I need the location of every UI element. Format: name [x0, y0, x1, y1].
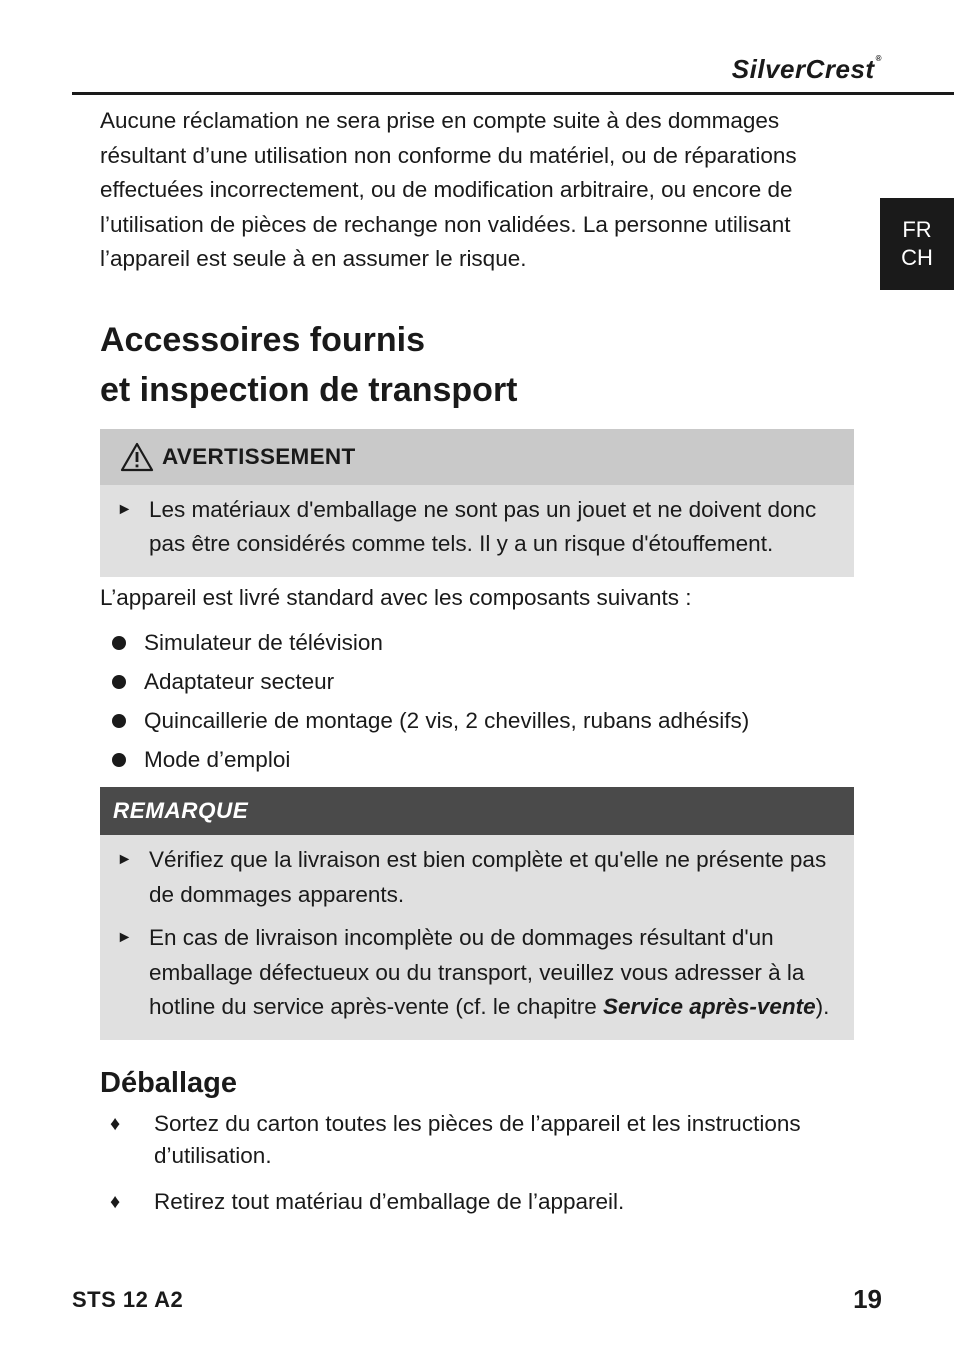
note-label: REMARQUE [113, 798, 249, 823]
list-item [100, 701, 854, 740]
component-label: Mode d’emploi [144, 747, 291, 772]
warning-item [100, 493, 834, 562]
header-rule [72, 92, 954, 95]
section-title-line2: et inspection de transport [100, 370, 518, 409]
note-text: Vérifiez que la livraison est bien complète et qu'elle ne présente pas de dommages apparents. [149, 847, 827, 907]
warning-label: AVERTISSEMENT [162, 443, 356, 469]
step-text: Sortez du carton toutes les pièces de l’appareil et les instructions d’utilisation. [154, 1110, 801, 1168]
warning-box [100, 429, 854, 577]
arrow-marker-icon: ► [116, 851, 133, 868]
component-label: Simulateur de télévision [144, 630, 383, 655]
service-chapter-ref: Service après-vente [602, 994, 816, 1019]
page-content [100, 104, 854, 1232]
components-lead: L’appareil est livré standard avec les composants suivants : [100, 584, 692, 610]
language-tab [880, 198, 954, 290]
note-item [100, 921, 834, 1025]
page-number: 19 [853, 1284, 882, 1314]
diamond-marker-icon: ♦ [110, 1190, 121, 1213]
warning-header [100, 429, 854, 485]
brand-name: SilverCrest [731, 54, 875, 84]
list-item [100, 740, 854, 779]
bullet-dot-icon [112, 636, 126, 650]
registered-mark: ® [875, 54, 882, 63]
list-item [100, 1108, 854, 1172]
diamond-marker-icon: ♦ [110, 1112, 121, 1135]
warning-triangle-icon [120, 442, 154, 472]
components-list [100, 623, 854, 779]
step-text: Retirez tout matériau d’emballage de l’appareil. [154, 1188, 625, 1214]
language-tab-ch: CH [901, 245, 933, 270]
warning-list [100, 485, 854, 577]
note-box [100, 787, 854, 1040]
bullet-dot-icon [112, 714, 126, 728]
note-text-end: ). [815, 994, 830, 1019]
note-header [100, 787, 854, 835]
section-title-accessories [100, 315, 854, 415]
section-title-unpacking: Déballage [100, 1066, 237, 1099]
note-item [100, 843, 834, 912]
arrow-marker-icon: ► [116, 929, 133, 946]
component-label: Adaptateur secteur [144, 669, 335, 694]
brand-logo [732, 54, 882, 85]
bullet-dot-icon [112, 753, 126, 767]
component-label: Quincaillerie de montage (2 vis, 2 chevilles, rubans adhésifs) [144, 708, 750, 733]
arrow-marker-icon: ► [116, 500, 133, 518]
note-text-main: En cas de livraison incomplète ou de dommages résultant d'un emballage défectueux ou du transport, veuillez vous adresser à la hotline du service après-vente (cf. le chapitre [149, 925, 805, 1019]
note-list [100, 835, 854, 1040]
footer-model: STS 12 A2 [72, 1287, 184, 1312]
bullet-dot-icon [112, 675, 126, 689]
list-item [100, 1186, 854, 1218]
list-item [100, 662, 854, 701]
section-title-line1: Accessoires fournis [100, 320, 426, 359]
warning-text: Les matériaux d'emballage ne sont pas un jouet et ne doivent donc pas être considérés comme tels. Il y a un risque d'étouffement. [149, 496, 817, 556]
intro-paragraph: Aucune réclamation ne sera prise en compte suite à des dommages résultant d’une utilisation non conforme du matériel, ou de réparations effectuées incorrectement, ou de modification arbitraire, ou encore de l’utilisation de pièces de rechange non validées. La personne utilisant l’appareil est seule à en assumer le risque. [100, 108, 797, 271]
unpacking-steps [100, 1108, 854, 1218]
language-tab-fr: FR [902, 217, 932, 242]
list-item [100, 623, 854, 662]
note-text [149, 921, 834, 1025]
